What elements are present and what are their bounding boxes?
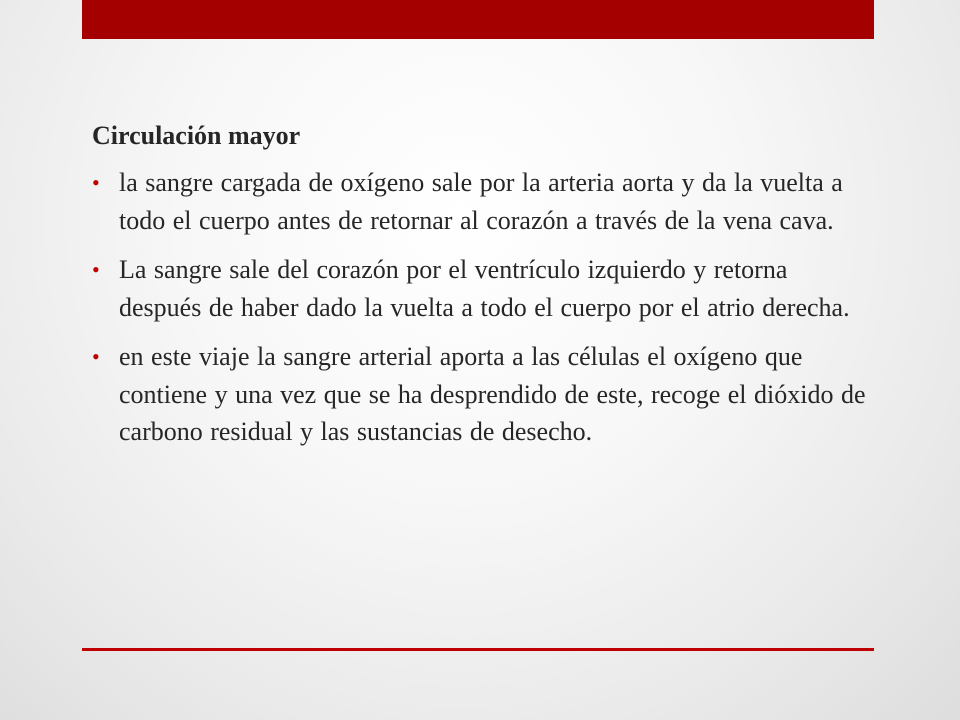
top-accent-bar — [82, 0, 874, 39]
bullet-item — [92, 164, 872, 239]
bullet-item — [92, 338, 872, 451]
bullet-text: La sangre sale del corazón por el ventrículo izquierdo y retorna después de haber dado la vuelta a todo el cuerpo por el atrio derecha. — [119, 255, 850, 322]
slide-content — [92, 118, 872, 463]
bullet-icon: • — [92, 257, 100, 282]
bottom-accent-rule — [82, 648, 874, 651]
slide-title: Circulación mayor — [92, 121, 301, 150]
bullet-icon: • — [92, 170, 100, 195]
bullet-list — [92, 164, 872, 451]
bullet-text: en este viaje la sangre arterial aporta a las células el oxígeno que contiene y una vez que se ha desprendido de este, recoge el dióxido de carbono residual y las sustancias de desecho. — [119, 342, 866, 446]
bullet-item — [92, 251, 872, 326]
bullet-icon: • — [92, 344, 100, 369]
bullet-text: la sangre cargada de oxígeno sale por la arteria aorta y da la vuelta a todo el cuerpo antes de retornar al corazón a través de la vena cava. — [119, 168, 843, 235]
